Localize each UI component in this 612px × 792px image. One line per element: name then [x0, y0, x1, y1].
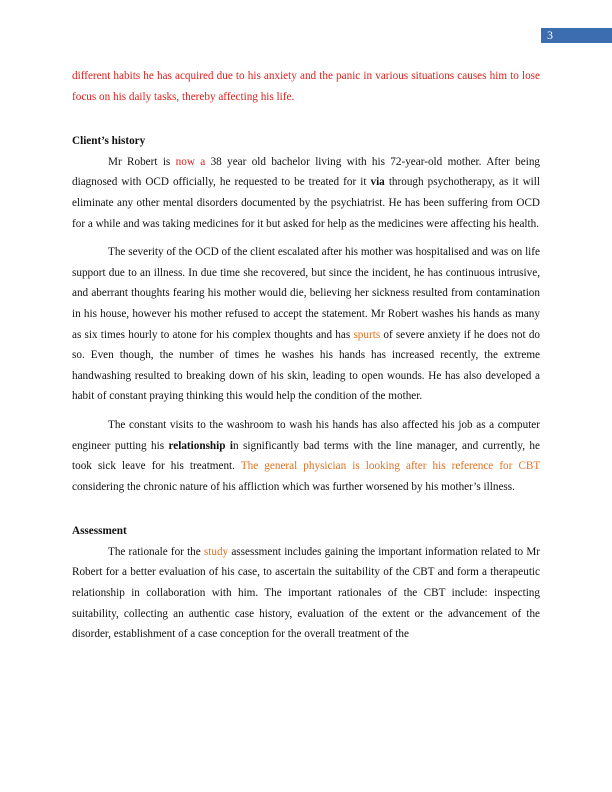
bold-text: via	[370, 176, 385, 189]
text-run: assessment includes gaining the important information related to Mr Robert for a better evaluation of his case, to ascertain the suitability of the CBT and form a therapeutic relationship in collaboration with him. The important rationales of the CBT include: inspecting suitability, collecting an authentic case history, evaluation of the extent or the advancement of the disorder, establishment of a case conception for the overall treatment of the	[72, 545, 540, 641]
text-run: of severe anxiety if he does not do so. Even though, the number of times he washes his hands has increased recently, the extreme handwashing resulted to breaking down of his skin, leading to open wounds. He has also developed a habit of constant praying thinking this would help the condition of the mother.	[72, 328, 541, 403]
text-run: 38 year old bachelor living with his 72-year-old mother. After being diagnosed with OCD officially, he requested to be treated for it	[72, 155, 541, 189]
text-run: through psychotherapy, as it will eliminate any other mental disorders documented by the psychiatrist. He has been suffering from OCD for a while and was taking medicines for it but asked for help as the medicines were affecting his health.	[72, 176, 540, 230]
intro-paragraph: different habits he has acquired due to his anxiety and the panic in various situations causes him to lose focus on his daily tasks, thereby affecting his life.	[72, 70, 540, 103]
section-spacer	[72, 107, 540, 131]
assessment-paragraph-1	[72, 542, 540, 645]
bold-text: relationship i	[168, 439, 234, 452]
text-run: n significantly bad terms with the line manager, and currently, he took sick leave for his treatment.	[72, 439, 540, 473]
client-history-heading: Client’s history	[72, 135, 146, 148]
client-history-paragraph-3	[72, 415, 540, 497]
text-run: considering the chronic nature of his affliction which was further worsened by his mother’s illness.	[72, 480, 515, 493]
text-run: Mr Robert is	[108, 155, 176, 168]
highlight-orange: spurts	[353, 328, 381, 341]
text-run: The constant visits to the washroom to wash his hands has also affected his job as a computer engineer putting his	[72, 418, 540, 452]
highlight-orange: The general physician is looking after his reference for CBT	[240, 460, 540, 473]
client-history-paragraph-1	[72, 152, 540, 234]
document-body	[72, 66, 540, 645]
section-spacer	[72, 497, 540, 521]
highlight-orange: study	[203, 545, 229, 558]
text-run: The severity of the OCD of the client escalated after his mother was hospitalised and was on life support due to an illness. In due time she recovered, but since the incident, he has continuous intrusive, and aberrant thoughts fearing his mother would die, believing her sickness resulted from contamination in his house, however his mother refused to accept the statement. Mr Robert washes his hands as many as six times hourly to atone for his complex thoughts and has	[72, 246, 540, 341]
page-number-badge	[541, 28, 612, 43]
text-run: The rationale for the	[108, 545, 204, 558]
tracked-change-red: now a	[175, 155, 206, 168]
assessment-heading: Assessment	[72, 525, 127, 538]
client-history-paragraph-2	[72, 242, 540, 407]
page-number: 3	[547, 28, 553, 42]
